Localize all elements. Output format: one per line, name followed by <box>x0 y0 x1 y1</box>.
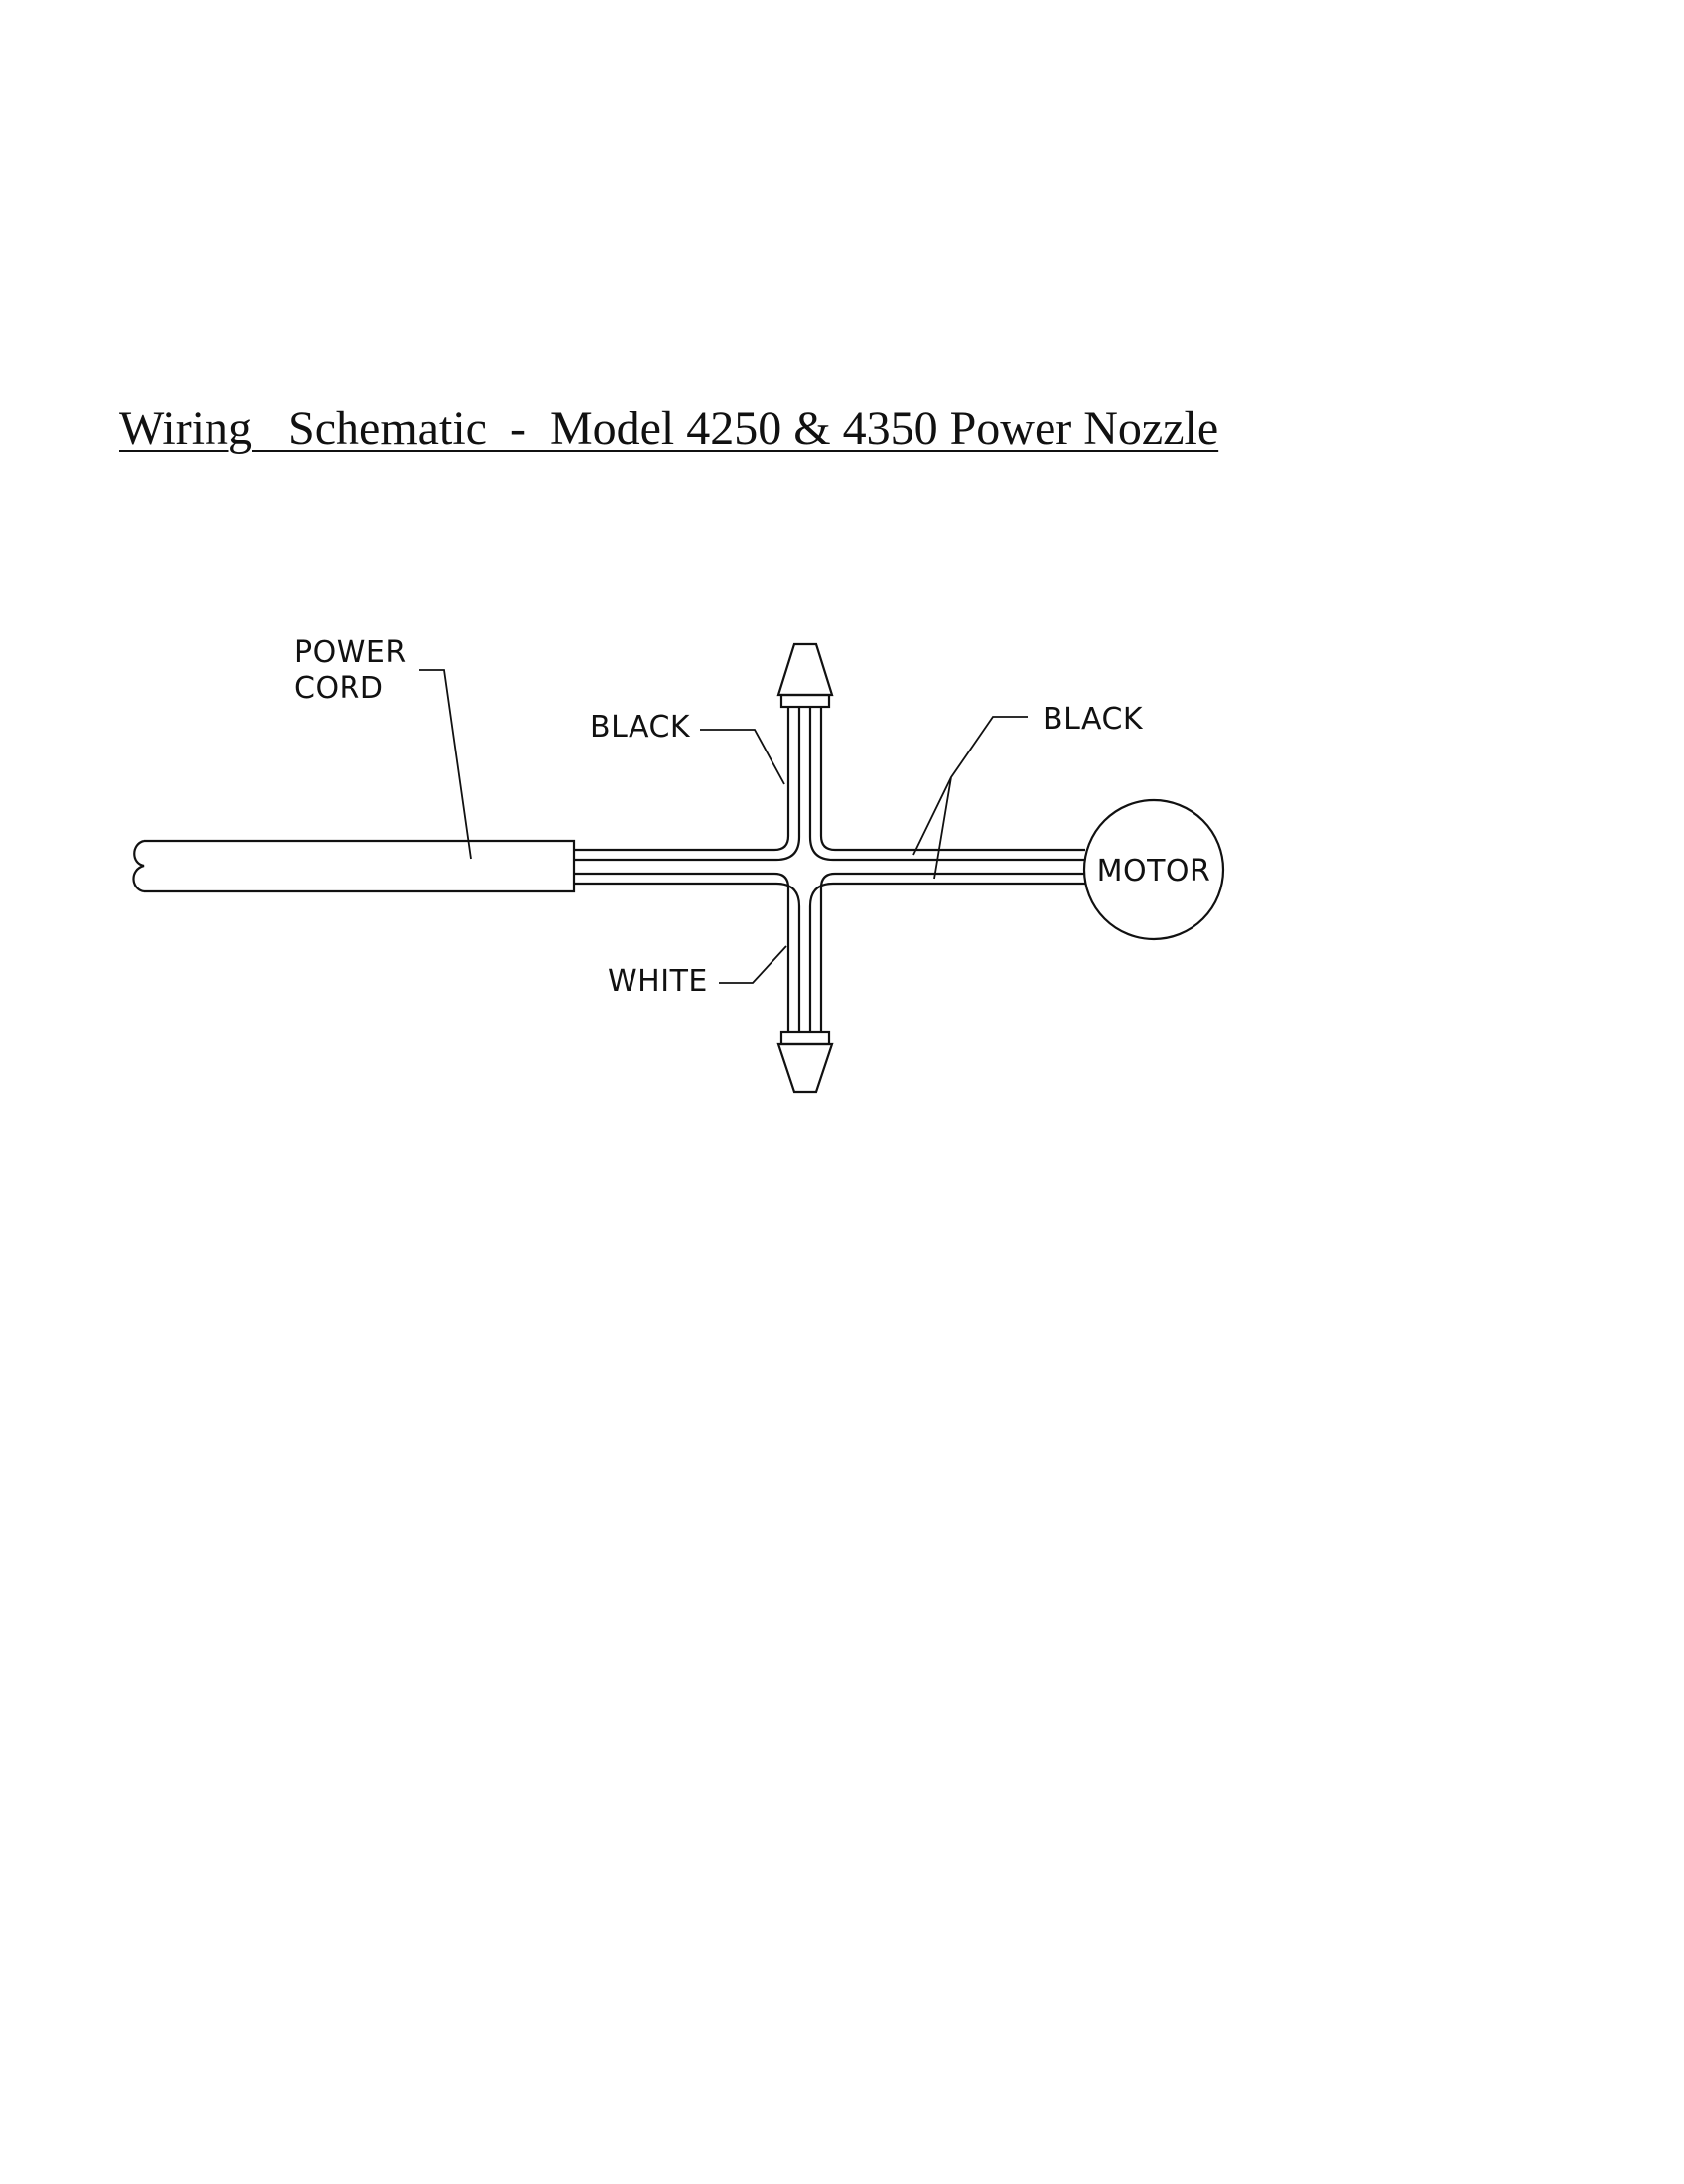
motor-label: MOTOR <box>1096 854 1211 888</box>
top-connector <box>778 644 832 707</box>
bottom-connector <box>778 1032 832 1092</box>
black-right-leader <box>913 717 1028 879</box>
power-label: POWER <box>294 635 407 670</box>
black-left-leader <box>700 730 784 784</box>
power-cord <box>133 841 574 891</box>
white-leader <box>719 946 786 983</box>
black-label-left: BLACK <box>590 710 691 745</box>
power-cord-leader <box>419 670 471 859</box>
page-title: Wiring Schematic - Model 4250 & 4350 Power Nozzle <box>119 402 1219 455</box>
black-label-right: BLACK <box>1043 702 1144 737</box>
motor <box>1084 800 1223 939</box>
cord-label: CORD <box>294 671 384 706</box>
white-label: WHITE <box>608 964 708 999</box>
